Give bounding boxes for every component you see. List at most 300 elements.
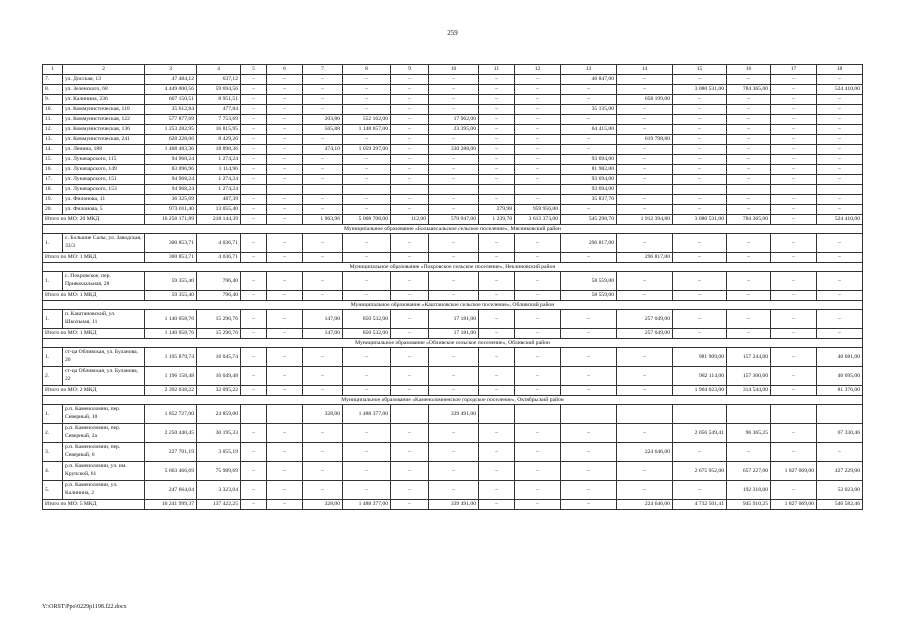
table-cell: – [515,155,561,165]
table-cell: 4 449 000,56 [145,85,197,95]
address-cell: ул. Коммунистическая, 110 [63,105,145,115]
table-cell: – [241,310,267,329]
table-cell: – [391,165,429,175]
table-cell: – [617,145,673,155]
table-cell: – [303,367,343,386]
table-cell [617,405,673,424]
column-header: 15 [673,65,727,75]
table-cell: – [267,272,303,291]
table-cell: 257 049,00 [617,310,673,329]
table-cell: – [241,348,267,367]
table-cell: 784 365,00 [727,85,771,95]
table-cell: – [241,115,267,125]
table-cell: – [727,155,771,165]
table-cell: 59 355,40 [145,272,197,291]
table-cell: – [727,234,771,253]
table-row [43,75,863,85]
table-cell: 67 330,46 [817,424,863,443]
table-cell: – [479,155,515,165]
table-cell: – [343,424,391,443]
table-cell: – [817,175,863,185]
table-cell: 1 196 158,48 [145,367,197,386]
table-cell: – [817,443,863,462]
table-cell: – [391,443,429,462]
table-cell: – [561,443,617,462]
total-cell: 784 365,00 [727,215,771,225]
table-cell: – [617,234,673,253]
total-cell: 945 910,25 [727,500,771,510]
table-cell: – [303,443,343,462]
address-cell: с. Большие Салы, ул. Заводская, 33/3 [63,234,145,253]
table-cell: – [479,367,515,386]
table-cell: – [267,310,303,329]
table-cell: – [479,145,515,155]
total-cell: – [267,386,303,396]
table-cell: – [561,310,617,329]
total-cell: – [515,253,561,263]
total-row [43,253,863,263]
total-cell: 224 646,00 [617,500,673,510]
table-cell: – [673,75,727,85]
total-cell: 58 559,00 [561,291,617,301]
section-title-row [43,225,863,234]
data-table [42,64,863,510]
table-cell: – [479,105,515,115]
table-cell: – [343,234,391,253]
total-cell: 1 964 023,00 [673,386,727,396]
table-cell [817,405,863,424]
total-cell: – [561,500,617,510]
address-cell: ул. Калинина, 236 [63,95,145,105]
table-cell: – [429,135,479,145]
total-cell: – [771,329,817,339]
table-cell: – [267,165,303,175]
table-cell [515,185,561,195]
table-cell: – [673,135,727,145]
table-cell: 93 694,00 [561,175,617,185]
table-cell: 157 244,00 [727,348,771,367]
table-cell: – [479,195,515,205]
table-cell: – [429,175,479,185]
table-cell: – [241,205,267,215]
table-cell: – [479,424,515,443]
total-cell: – [429,253,479,263]
table-cell: – [429,443,479,462]
table-cell: 13. [43,135,63,145]
total-cell: – [241,329,267,339]
column-header: 1 [43,65,63,75]
table-cell: – [343,135,391,145]
table-cell: – [817,75,863,85]
table-cell: – [561,367,617,386]
table-cell: – [267,205,303,215]
table-cell: – [727,175,771,185]
total-cell: – [673,291,727,301]
table-row [43,205,863,215]
total-cell: 524 410,00 [817,215,863,225]
table-cell: 9. [43,95,63,105]
table-cell: – [241,165,267,175]
table-cell: 1 274,24 [197,155,241,165]
section-title: Муниципальное образование «Каменоломненское городское поселение», Октябрьский район [43,396,863,405]
total-cell: – [479,500,515,510]
table-cell [267,185,303,195]
table-cell: 296 817,00 [561,234,617,253]
table-cell: – [817,145,863,155]
table-cell: – [515,462,561,481]
table-cell: – [771,125,817,135]
table-cell: – [479,95,515,105]
address-cell: ул. Филонова, 5 [63,205,145,215]
table-cell: – [267,105,303,115]
total-cell: 1 827 069,00 [771,500,817,510]
table-cell: – [479,462,515,481]
table-cell: – [515,272,561,291]
table-cell: – [241,175,267,185]
table-cell: – [241,424,267,443]
table-cell: 203,86 [303,115,343,125]
table-cell: – [429,195,479,205]
address-cell: ул. Филонова, 11 [63,195,145,205]
table-cell: 2 675 952,00 [673,462,727,481]
total-cell: 3 613 373,00 [515,215,561,225]
table-cell: – [267,367,303,386]
table-cell [515,405,561,424]
table-cell: – [771,348,817,367]
table-cell: 3 080 531,00 [673,85,727,95]
header-row [43,65,863,75]
table-cell: 18. [43,185,63,195]
table-cell: – [561,205,617,215]
address-cell: ул. Луначарского, 153 [63,185,145,195]
table-cell: – [429,95,479,105]
table-cell: – [303,155,343,165]
total-cell: – [391,253,429,263]
column-header: 11 [479,65,515,75]
total-row [43,291,863,301]
total-label: Итого по МО: 2 МКД [43,386,145,396]
table-cell: – [617,272,673,291]
table-cell [727,185,771,195]
table-cell: – [617,195,673,205]
section-title-row [43,301,863,310]
table-cell: – [429,367,479,386]
table-cell: – [479,165,515,175]
total-cell: – [303,386,343,396]
table-cell: – [771,272,817,291]
table-cell: – [673,443,727,462]
table-cell: 667 150,51 [145,95,197,105]
section-title-row [43,339,863,348]
total-cell: 32 095,22 [197,386,241,396]
table-cell: 1. [43,405,63,424]
table-cell: – [343,175,391,185]
address-cell: п. Каштановский, ул. Школьная, 11 [63,310,145,329]
table-cell: 973 011,40 [145,205,197,215]
total-cell: – [267,253,303,263]
total-cell: – [343,253,391,263]
table-cell: – [241,145,267,155]
table-cell: – [771,115,817,125]
table-cell: – [817,155,863,165]
table-cell: – [241,155,267,165]
table-cell: – [617,75,673,85]
table-cell: – [303,205,343,215]
table-cell: – [673,195,727,205]
table-cell: – [673,95,727,105]
table-cell: 40 695,00 [817,367,863,386]
table-row [43,443,863,462]
table-cell: 1 114,96 [197,165,241,175]
total-cell: – [241,386,267,396]
table-cell: – [267,145,303,155]
table-cell: – [617,462,673,481]
total-cell: – [515,329,561,339]
table-cell: 3 323,04 [197,481,241,500]
table-row [43,348,863,367]
table-cell: – [561,145,617,155]
table-cell [771,405,817,424]
table-cell: – [303,175,343,185]
table-cell: 16 815,95 [197,125,241,135]
table-cell: – [817,310,863,329]
column-header: 8 [343,65,391,75]
table-cell: – [515,165,561,175]
table-cell: – [303,234,343,253]
table-cell: – [727,125,771,135]
total-cell: – [267,329,303,339]
table-cell: – [241,95,267,105]
table-row [43,272,863,291]
table-cell: 328,00 [303,405,343,424]
table-cell [771,185,817,195]
table-row [43,115,863,125]
table-cell: – [617,155,673,165]
table-cell [267,405,303,424]
table-cell: 7 753,69 [197,115,241,125]
total-cell: – [515,291,561,301]
table-cell: 12. [43,125,63,135]
table-cell [479,185,515,195]
table-cell: – [515,85,561,95]
table-cell: – [771,310,817,329]
table-cell: – [303,135,343,145]
table-cell: 959 956,00 [515,205,561,215]
table-row [43,135,863,145]
table-cell [303,185,343,195]
table-cell: – [817,135,863,145]
table-cell: – [241,234,267,253]
table-cell: 59 694,56 [197,85,241,95]
total-cell: – [817,329,863,339]
table-cell: 17. [43,175,63,185]
total-cell: – [343,291,391,301]
total-cell: 4 732 501,41 [673,500,727,510]
table-cell: 83 096,96 [145,165,197,175]
table-cell: – [267,135,303,145]
table-cell: 300 853,71 [145,234,197,253]
table-cell: – [673,272,727,291]
table-cell: 339 491,00 [429,405,479,424]
table-cell: – [727,75,771,85]
table-cell: – [429,165,479,175]
table-cell: – [429,348,479,367]
table-row [43,185,863,195]
total-cell: 4 036,71 [197,253,241,263]
table-cell: 93 694,00 [561,155,617,165]
table-cell: – [479,310,515,329]
table-cell: – [479,175,515,185]
table-cell: 81 982,00 [561,165,617,175]
address-cell: р.п. Каменоломни, ул. Калинина, 2 [63,481,145,500]
column-header: 18 [817,65,863,75]
table-cell: 8. [43,85,63,95]
table-cell: – [771,234,817,253]
total-label: Итого по МО: 5 МКД [43,500,145,510]
table-cell: – [673,205,727,215]
table-cell: – [343,75,391,85]
total-cell: – [479,386,515,396]
table-cell: 796,40 [197,272,241,291]
total-cell: – [817,291,863,301]
table-cell: 94 968,24 [145,185,197,195]
table-cell: 64 415,00 [561,125,617,135]
table-cell: – [771,195,817,205]
total-label: Итого по МО: 1 МКД [43,253,145,263]
table-cell: – [673,125,727,135]
table-cell: 35 612,84 [145,105,197,115]
column-header: 12 [515,65,561,75]
table-cell: 15. [43,155,63,165]
table-cell: – [817,115,863,125]
total-cell: – [303,291,343,301]
table-cell: – [303,85,343,95]
table-cell: 487,39 [197,195,241,205]
table-cell: 5 663 466,69 [145,462,197,481]
table-cell: 2. [43,424,63,443]
table-cell: – [771,145,817,155]
table-cell: – [267,443,303,462]
total-cell: – [515,500,561,510]
table-cell: – [673,234,727,253]
total-cell: – [241,500,267,510]
table-cell [673,405,727,424]
table-cell: – [727,105,771,115]
table-cell: – [479,115,515,125]
table-cell: – [479,443,515,462]
table-cell: – [771,165,817,175]
table-cell: 10. [43,105,63,115]
table-row [43,310,863,329]
total-cell: 147,00 [303,329,343,339]
table-cell: – [727,135,771,145]
table-cell: – [479,481,515,500]
table-row [43,105,863,115]
table-row [43,85,863,95]
table-cell: – [515,95,561,105]
total-cell: 545 298,70 [561,215,617,225]
table-cell: – [267,125,303,135]
table-cell: – [343,462,391,481]
table-cell: – [391,462,429,481]
table-cell: – [617,481,673,500]
table-cell [241,185,267,195]
column-header: 4 [197,65,241,75]
table-cell: 17 181,00 [429,310,479,329]
table-cell: – [391,95,429,105]
total-cell: 328,00 [303,500,343,510]
table-cell: – [241,443,267,462]
table-cell: 247 664,04 [145,481,197,500]
table-cell: – [771,481,817,500]
table-cell: – [391,348,429,367]
table-cell: – [673,175,727,185]
table-cell: – [479,125,515,135]
table-cell: 1 148 657,00 [343,125,391,135]
total-cell: – [267,291,303,301]
table-cell: – [515,348,561,367]
table-cell [673,185,727,195]
section-title-row [43,263,863,272]
table-row [43,424,863,443]
total-cell: – [303,253,343,263]
address-cell: ул. Ленина, 188 [63,145,145,155]
total-cell: 850 532,00 [343,329,391,339]
table-cell: – [515,175,561,185]
table-cell: 427 229,00 [817,462,863,481]
total-cell: 1 488 377,00 [343,500,391,510]
address-cell: ст-ца Обливская, ул. Буланова, 20 [63,348,145,367]
table-cell: – [561,481,617,500]
table-row [43,234,863,253]
table-cell: – [771,424,817,443]
table-cell: 227 701,19 [145,443,197,462]
total-row [43,386,863,396]
table-cell: – [267,75,303,85]
table-cell: 30 195,33 [197,424,241,443]
table-cell: – [771,175,817,185]
table-cell: – [817,95,863,105]
table-cell: – [771,205,817,215]
table-cell: – [817,272,863,291]
table-cell: – [391,205,429,215]
table-cell: – [727,195,771,205]
table-cell: – [771,135,817,145]
table-cell: – [515,310,561,329]
table-cell: 23 395,00 [429,125,479,135]
total-cell: – [267,215,303,225]
address-cell: р.п. Каменоломни, пер. Северный, 2а [63,424,145,443]
table-cell: – [515,145,561,155]
table-cell: – [817,205,863,215]
table-cell: – [771,85,817,95]
section-title: Муниципальное образование «Обливское сельское поселение», Обливский район [43,339,863,348]
table-cell: – [241,85,267,95]
total-cell: 16 258 171,89 [145,215,197,225]
table-cell: – [391,125,429,135]
table-cell: – [771,155,817,165]
table-cell: 279,98 [479,205,515,215]
table-cell: – [429,481,479,500]
table-cell: 658 199,00 [617,95,673,105]
table-cell: 1 274,24 [197,175,241,185]
table-cell: – [817,105,863,115]
table-cell: 8 429,26 [197,135,241,145]
total-cell: 796,40 [197,291,241,301]
table-cell: 94 968,24 [145,155,197,165]
total-cell: – [479,291,515,301]
table-cell: 657 227,00 [727,462,771,481]
